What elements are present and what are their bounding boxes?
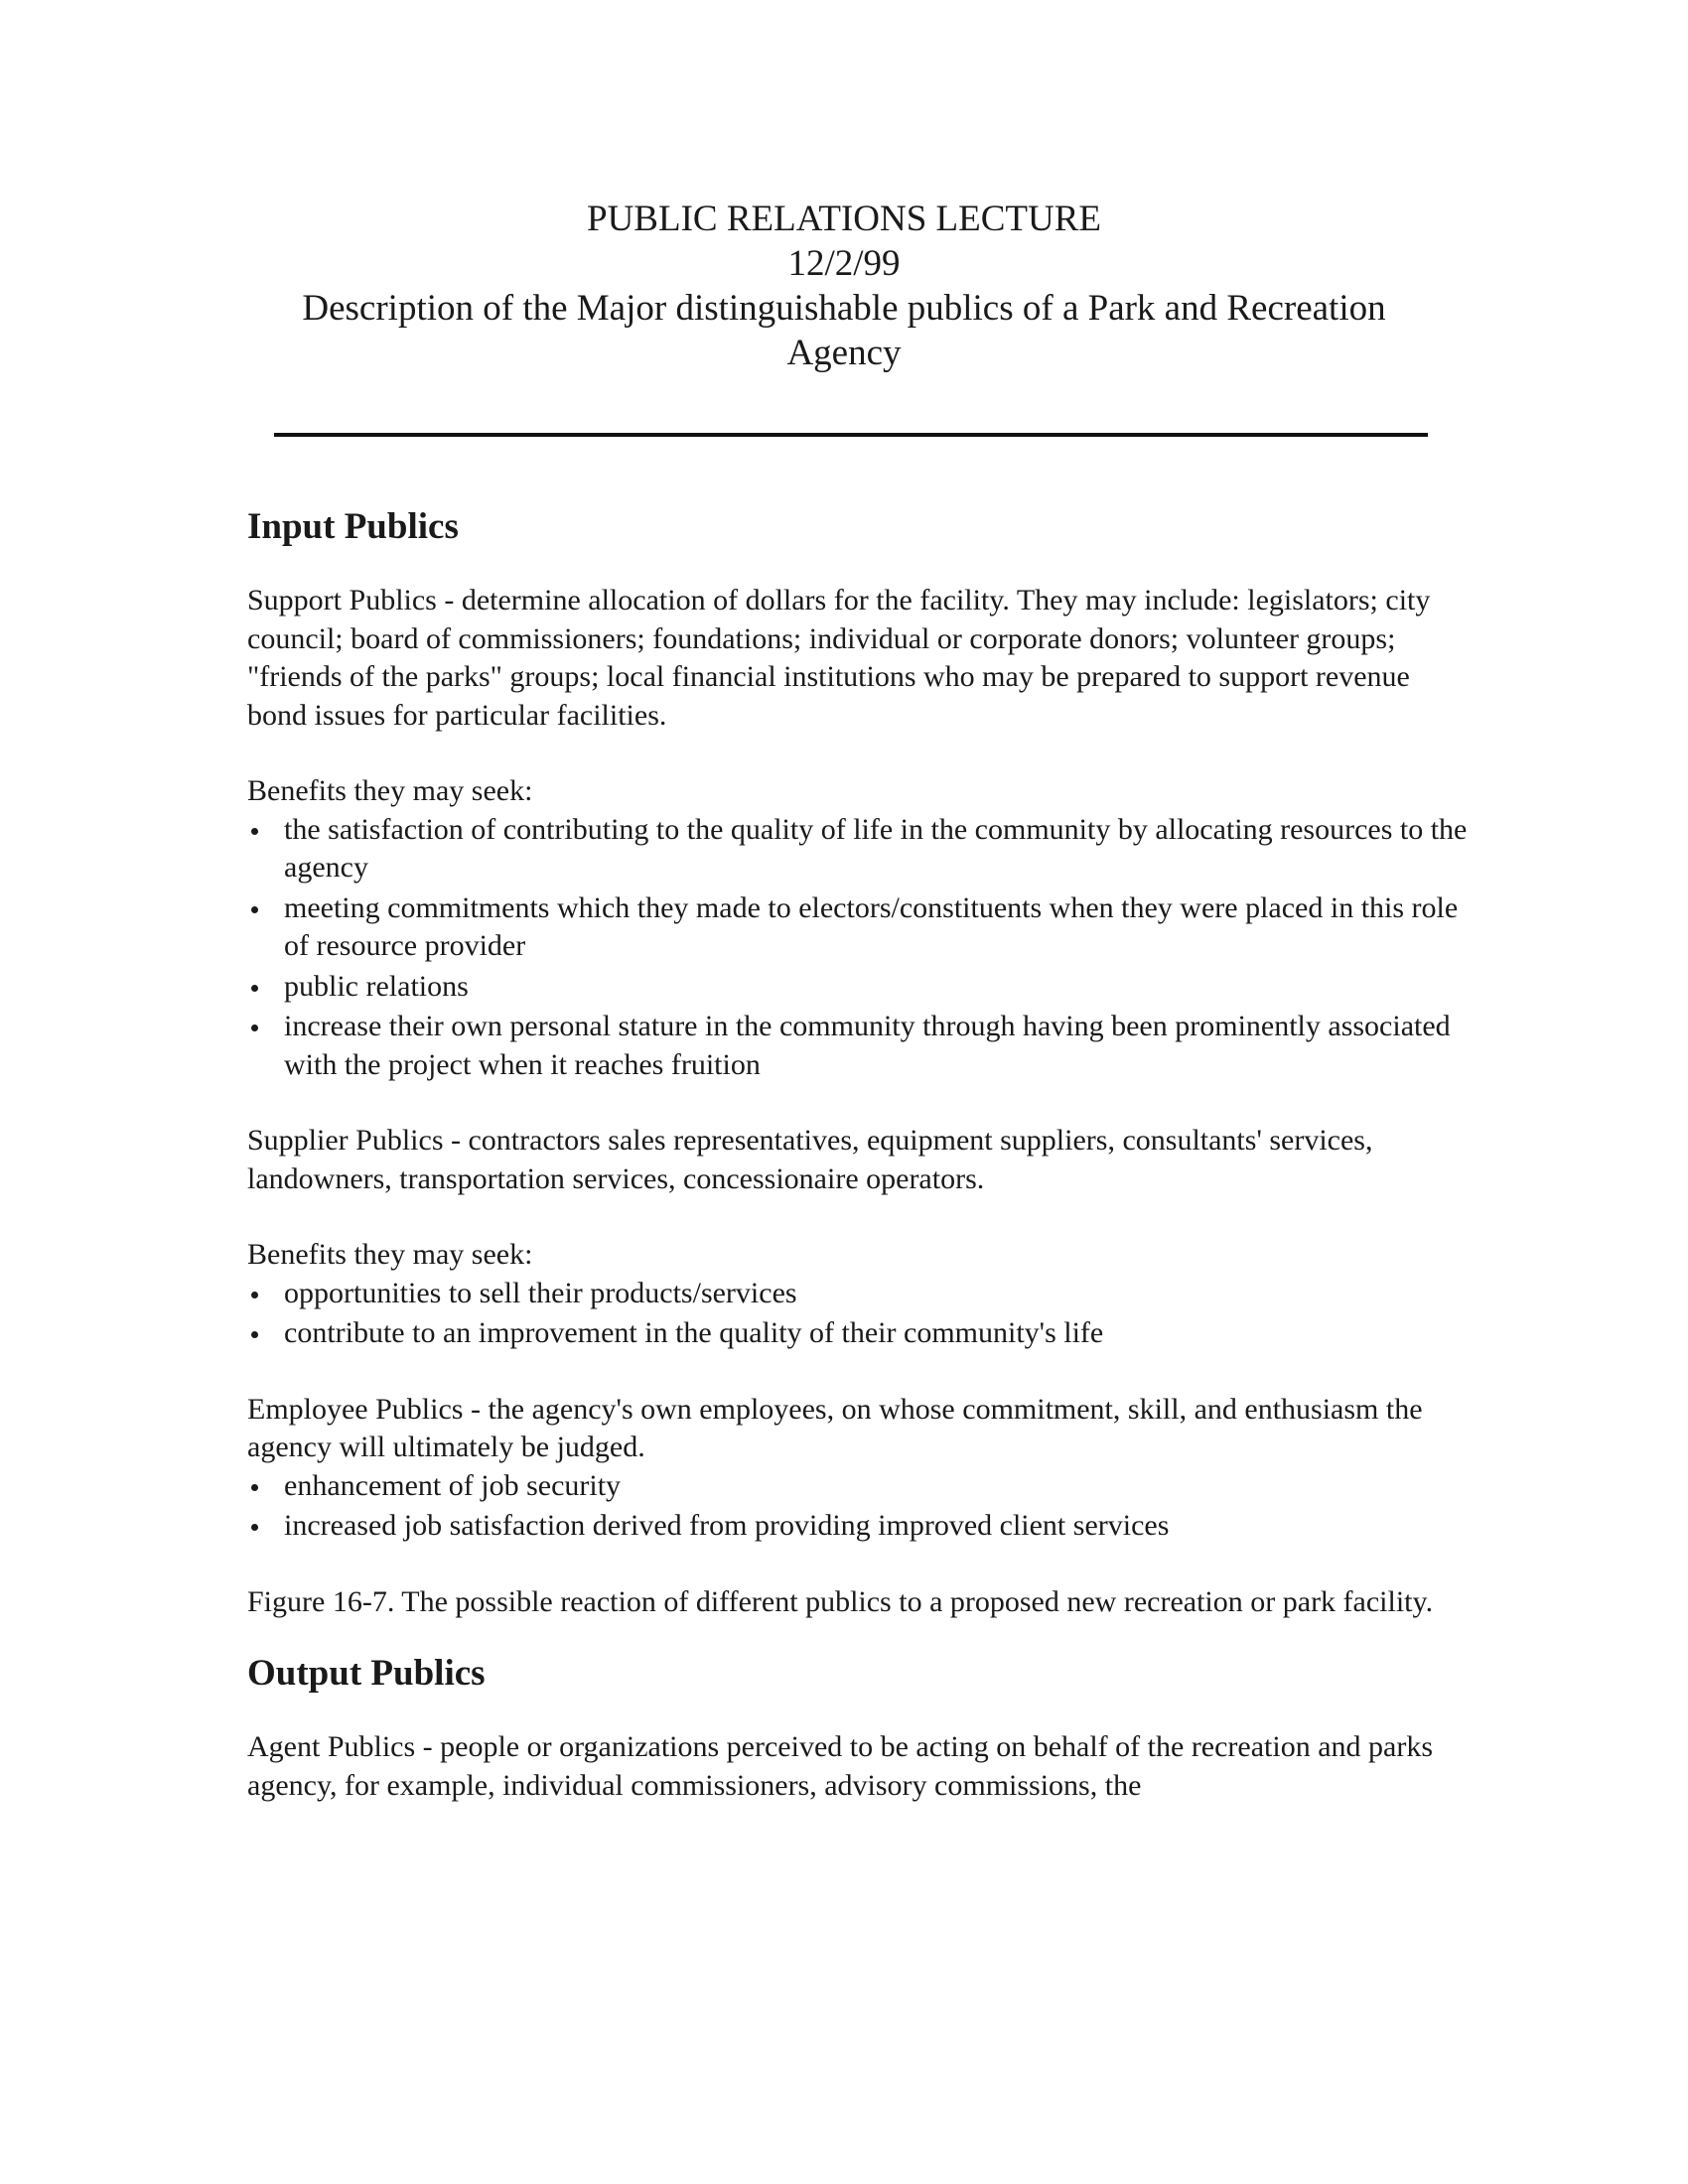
list-item-text: opportunities to sell their products/services <box>284 1276 797 1309</box>
header-divider <box>274 433 1428 437</box>
list-item <box>247 1275 1469 1313</box>
employee-publics-paragraph: Employee Publics - the agency's own employees, on whose commitment, skill, and enthusiasm the agency will ultimately be judged. <box>247 1392 1423 1463</box>
list-item-text: increased job satisfaction derived from providing improved client services <box>284 1509 1170 1542</box>
list-item-text: contribute to an improvement in the quality of their community's life <box>284 1316 1104 1349</box>
input-publics-heading: Input Publics <box>247 506 459 547</box>
bullet-icon <box>251 1024 258 1031</box>
support-publics-paragraph: Support Publics - determine allocation of dollars for the facility. They may include: legislators; city council; board of commissioners; foundations; individual or corporate donors; volunteer groups; "friends of the parks" groups; local financial institutions who may be prepared to support revenue bond issues for particular facilities. <box>247 584 1431 732</box>
document-subtitle-line-1: Description of the Major distinguishable publics of a Park and Recreation <box>302 288 1386 329</box>
list-item <box>247 1314 1469 1353</box>
figure-caption: Figure 16-7. The possible reaction of different publics to a proposed new recreation or park facility. <box>247 1584 1434 1618</box>
list-item-text: increase their own personal stature in the community through having been prominently associated with the project when it reaches fruition <box>284 1010 1451 1081</box>
list-item-text: the satisfaction of contributing to the quality of life in the community by allocating resources to the agency <box>284 812 1468 884</box>
supplier-benefits-list <box>247 1275 1469 1353</box>
list-item <box>247 1467 1469 1506</box>
output-publics-heading: Output Publics <box>247 1653 486 1694</box>
support-benefits-label: Benefits they may seek: <box>247 774 533 807</box>
list-item-text: public relations <box>284 969 469 1003</box>
document-header <box>248 197 1440 375</box>
employee-benefits-list <box>247 1467 1469 1546</box>
bullet-icon <box>251 1484 258 1491</box>
support-benefits-list <box>247 811 1469 1085</box>
agent-publics-paragraph: Agent Publics - people or organizations perceived to be acting on behalf of the recreation and parks agency, for example, individual commissioners, advisory commissions, the <box>247 1730 1434 1802</box>
document-body <box>247 504 1469 1805</box>
bullet-icon <box>251 1292 258 1298</box>
list-item-text: meeting commitments which they made to electors/constituents when they were placed in this role of resource provider <box>284 890 1459 962</box>
list-item <box>247 1507 1469 1546</box>
document-title: PUBLIC RELATIONS LECTURE <box>587 199 1101 239</box>
list-item <box>247 889 1469 966</box>
list-item <box>247 811 1469 887</box>
list-item <box>247 1008 1469 1084</box>
document-subtitle-line-2: Agency <box>786 333 902 373</box>
bullet-icon <box>251 1331 258 1338</box>
list-item-text: enhancement of job security <box>284 1468 622 1502</box>
bullet-icon <box>251 906 258 913</box>
supplier-publics-paragraph: Supplier Publics - contractors sales representatives, equipment suppliers, consultants' services, landowners, transportation services, concessionaire operators. <box>247 1124 1373 1195</box>
supplier-benefits-label: Benefits they may seek: <box>247 1238 533 1271</box>
bullet-icon <box>251 1524 258 1531</box>
bullet-icon <box>251 985 258 992</box>
list-item <box>247 968 1469 1007</box>
document-date: 12/2/99 <box>787 243 901 284</box>
bullet-icon <box>251 828 258 835</box>
